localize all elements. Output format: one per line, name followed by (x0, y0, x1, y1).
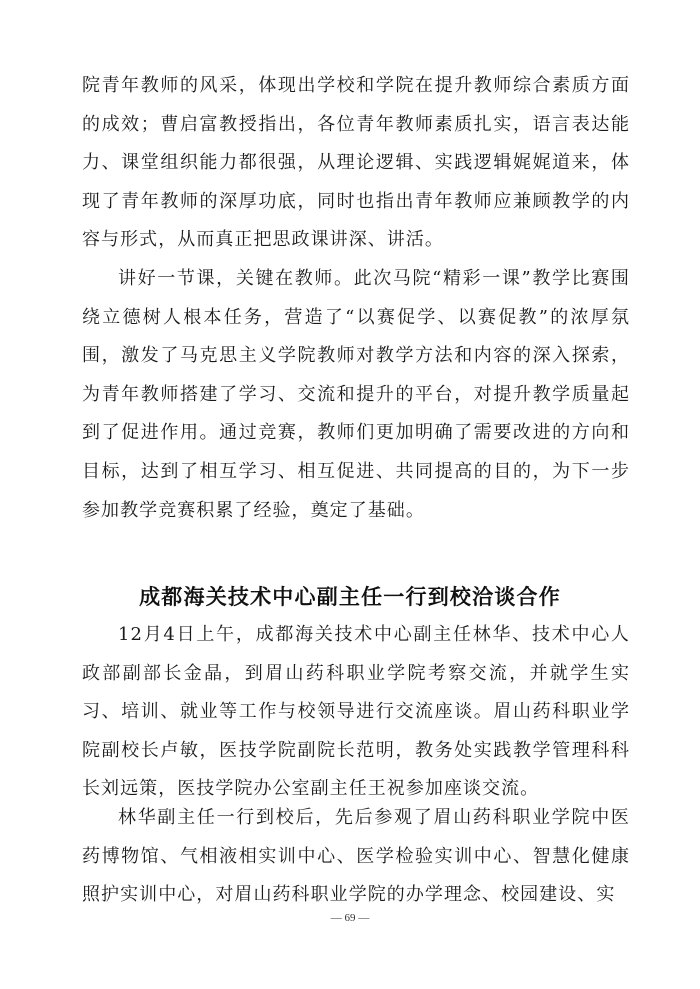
article-paragraph-1: 12月4日上午，成都海关技术中心副主任林华、技术中心人政部副部长金晶，到眉山药科职业学院考察交流，并就学生实习、培训、就业等工作与校领导进行交流座谈。眉山药科职业学院副校长卢敏，医技学院副院长范明，教务处实践教学管理科科长刘远策，医技学院办公室副主任王祝参加座谈交流。 (82, 624, 630, 800)
paragraph-summary: 讲好一节课，关键在教师。此次马院“精彩一课”教学比赛围绕立德树人根本任务，营造了“以赛促学、以赛促教”的浓厚氛围，激发了马克思主义学院教师对教学方法和内容的深入探索，为青年教师搭建了学习、交流和提升的平台，对提升教学质量起到了促进作用。通过竞赛，教师们更加明确了需要改进的方向和目标，达到了相互学习、相互促进、共同提高的目的，为下一步参加教学竞赛积累了经验，奠定了基础。 (82, 268, 630, 521)
paragraph-continuation: 院青年教师的风采，体现出学校和学院在提升教师综合素质方面的成效；曹启富教授指出，各位青年教师素质扎实，语言表达能力、课堂组织能力都很强，从理论逻辑、实践逻辑娓娓道来，体现了青年教师的深厚功底，同时也指出青年教师应兼顾教学的内容与形式，从而真正把思政课讲深、讲活。 (82, 75, 630, 251)
article-paragraph-2: 林华副主任一行到校后，先后参观了眉山药科职业学院中医药博物馆、气相液相实训中心、医学检验实训中心、智慧化健康照护实训中心，对眉山药科职业学院的办学理念、校园建设、实 (82, 807, 630, 906)
page-number: — 69 — (330, 912, 370, 924)
article-heading: 成都海关技术中心副主任一行到校洽谈合作 (139, 585, 561, 609)
